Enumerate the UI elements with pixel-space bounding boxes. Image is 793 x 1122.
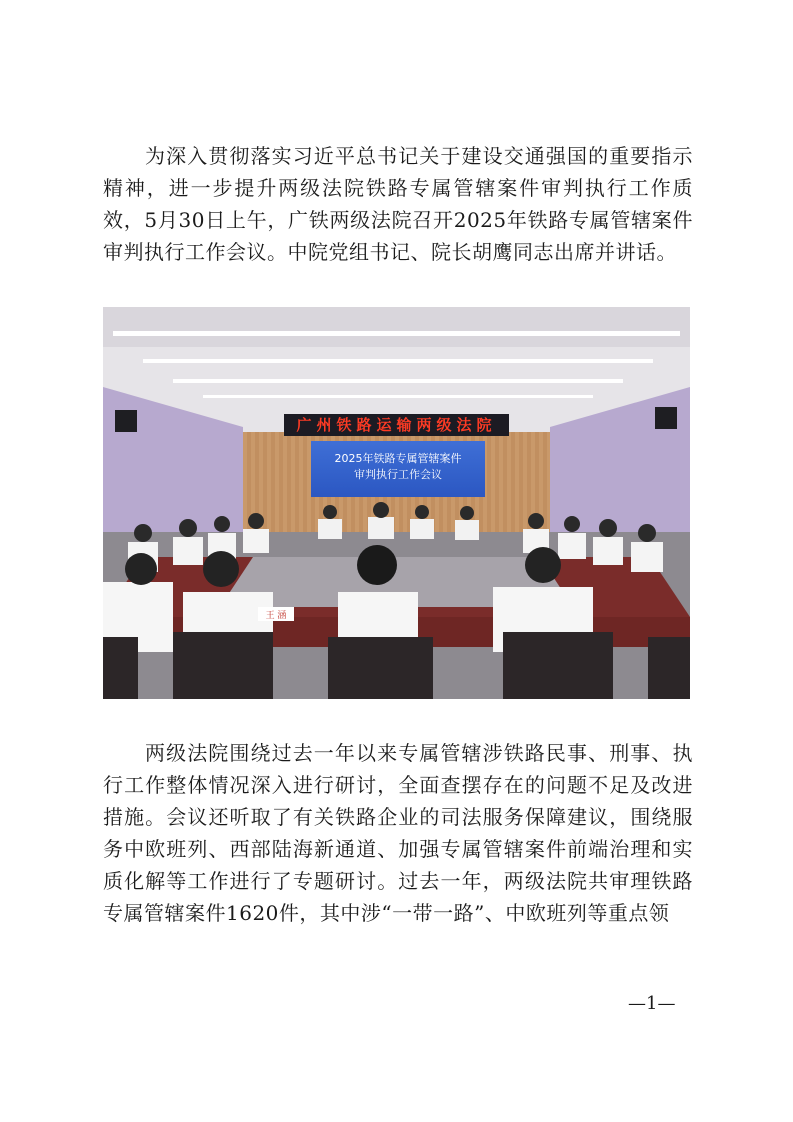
- court-sign: 广州铁路运输两级法院: [284, 414, 509, 436]
- name-card: 王 涵: [265, 611, 287, 621]
- screen-line-2: 审判执行工作会议: [354, 468, 442, 481]
- meeting-room-illustration: [103, 307, 690, 699]
- page-number: —1—: [628, 993, 676, 1014]
- meeting-photo: [103, 307, 690, 699]
- paragraph-intro: 为深入贯彻落实习近平总书记关于建设交通强国的重要指示精神，进一步提升两级法院铁路专属管辖案件审判执行工作质效，5月30日上午，广铁两级法院召开2025年铁路专属管辖案件审判执行工作会议。中院党组书记、院长胡鹰同志出席并讲话。: [103, 144, 693, 264]
- projection-screen: [311, 441, 485, 497]
- paragraph-discussion: 两级法院围绕过去一年以来专属管辖涉铁路民事、刑事、执行工作整体情况深入进行研讨，全面查摆存在的问题不足及改进措施。会议还听取了有关铁路企业的司法服务保障建议，围绕服务中欧班列、西部陆海新通道、加强专属管辖案件前端治理和实质化解等工作进行了专题研讨。过去一年，两级法院共审理铁路专属管辖案件1620件，其中涉“一带一路”、中欧班列等重点领: [103, 741, 693, 925]
- screen-line-1: 2025年铁路专属管辖案件: [334, 452, 462, 465]
